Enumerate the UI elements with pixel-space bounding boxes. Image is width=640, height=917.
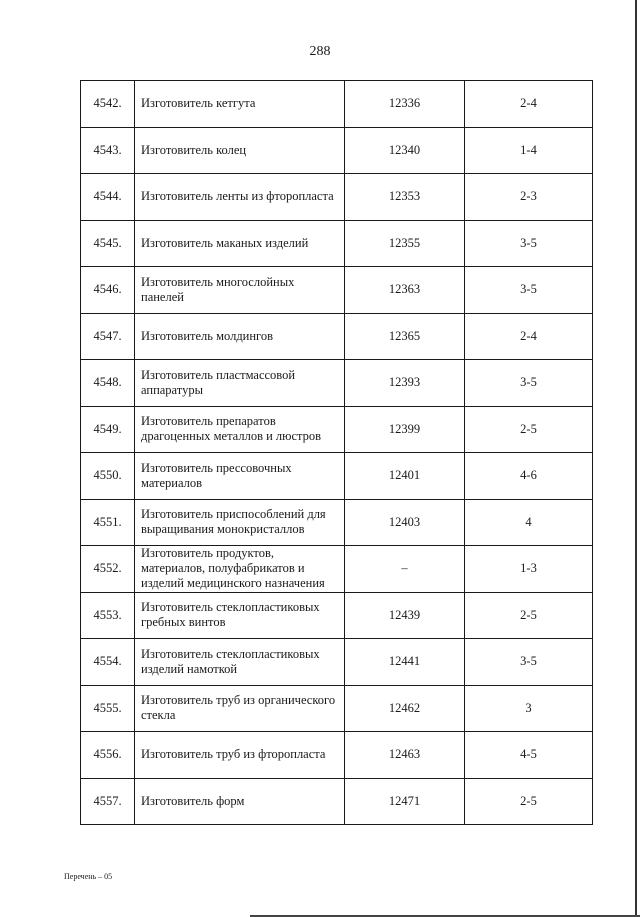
- row-number-cell: 4551.: [81, 499, 135, 546]
- profession-table: [80, 80, 593, 825]
- scan-edge-right: [635, 0, 637, 917]
- profession-code-cell: 12353: [345, 174, 465, 221]
- profession-code-cell: 12399: [345, 406, 465, 453]
- row-number-cell: 4546.: [81, 267, 135, 314]
- row-number-cell: 4545.: [81, 220, 135, 267]
- profession-code-cell: 12363: [345, 267, 465, 314]
- row-number-cell: 4552.: [81, 546, 135, 593]
- category-range-cell: 3: [465, 685, 593, 732]
- profession-name-cell: Изготовитель прессовочных материалов: [135, 453, 345, 500]
- profession-code-cell: 12355: [345, 220, 465, 267]
- category-range-cell: 3-5: [465, 639, 593, 686]
- profession-name-cell: Изготовитель ленты из фторопласта: [135, 174, 345, 221]
- row-number-cell: 4544.: [81, 174, 135, 221]
- profession-code-cell: 12340: [345, 127, 465, 174]
- row-number-cell: 4556.: [81, 732, 135, 779]
- table-body: [81, 81, 593, 825]
- profession-name-cell: Изготовитель форм: [135, 778, 345, 825]
- profession-name-cell: Изготовитель маканых изделий: [135, 220, 345, 267]
- profession-code-cell: 12393: [345, 360, 465, 407]
- category-range-cell: 2-5: [465, 778, 593, 825]
- profession-name-cell: Изготовитель молдингов: [135, 313, 345, 360]
- category-range-cell: 2-3: [465, 174, 593, 221]
- profession-code-cell: 12401: [345, 453, 465, 500]
- table-row: [81, 313, 593, 360]
- profession-name-cell: Изготовитель пластмассовой аппаратуры: [135, 360, 345, 407]
- page-number: 288: [309, 44, 331, 59]
- table-row: [81, 639, 593, 686]
- profession-code-cell: –: [345, 546, 465, 593]
- category-range-cell: 2-4: [465, 313, 593, 360]
- table-row: [81, 592, 593, 639]
- table-row: [81, 360, 593, 407]
- profession-code-cell: 12441: [345, 639, 465, 686]
- profession-name-cell: Изготовитель препаратов драгоценных металлов и люстров: [135, 406, 345, 453]
- profession-name-cell: Изготовитель колец: [135, 127, 345, 174]
- profession-name-cell: Изготовитель труб из органического стекла: [135, 685, 345, 732]
- profession-code-cell: 12439: [345, 592, 465, 639]
- table-row: [81, 499, 593, 546]
- row-number-cell: 4548.: [81, 360, 135, 407]
- category-range-cell: 2-5: [465, 406, 593, 453]
- table-row: [81, 546, 593, 593]
- row-number-cell: 4543.: [81, 127, 135, 174]
- category-range-cell: 4-6: [465, 453, 593, 500]
- category-range-cell: 2-5: [465, 592, 593, 639]
- row-number-cell: 4549.: [81, 406, 135, 453]
- profession-code-cell: 12463: [345, 732, 465, 779]
- profession-name-cell: Изготовитель приспособлений для выращивания монокристаллов: [135, 499, 345, 546]
- profession-code-cell: 12336: [345, 81, 465, 128]
- category-range-cell: 4: [465, 499, 593, 546]
- profession-name-cell: Изготовитель кетгута: [135, 81, 345, 128]
- table-row: [81, 81, 593, 128]
- table-row: [81, 778, 593, 825]
- category-range-cell: 2-4: [465, 81, 593, 128]
- category-range-cell: 3-5: [465, 267, 593, 314]
- category-range-cell: 4-5: [465, 732, 593, 779]
- row-number-cell: 4553.: [81, 592, 135, 639]
- row-number-cell: 4557.: [81, 778, 135, 825]
- table-row: [81, 406, 593, 453]
- row-number-cell: 4542.: [81, 81, 135, 128]
- category-range-cell: 1-3: [465, 546, 593, 593]
- profession-name-cell: Изготовитель стеклопластиковых изделий намоткой: [135, 639, 345, 686]
- row-number-cell: 4555.: [81, 685, 135, 732]
- footer-label: Перечень – 05: [64, 872, 113, 881]
- table-row: [81, 267, 593, 314]
- profession-name-cell: Изготовитель продуктов, материалов, полуфабрикатов и изделий медицинского назначения: [135, 546, 345, 593]
- table-row: [81, 127, 593, 174]
- row-number-cell: 4547.: [81, 313, 135, 360]
- profession-name-cell: Изготовитель труб из фторопласта: [135, 732, 345, 779]
- profession-name-cell: Изготовитель стеклопластиковых гребных винтов: [135, 592, 345, 639]
- row-number-cell: 4554.: [81, 639, 135, 686]
- profession-code-cell: 12462: [345, 685, 465, 732]
- category-range-cell: 3-5: [465, 360, 593, 407]
- profession-code-cell: 12403: [345, 499, 465, 546]
- profession-code-cell: 12365: [345, 313, 465, 360]
- table-row: [81, 174, 593, 221]
- category-range-cell: 1-4: [465, 127, 593, 174]
- table-row: [81, 732, 593, 779]
- table-row: [81, 453, 593, 500]
- profession-code-cell: 12471: [345, 778, 465, 825]
- profession-name-cell: Изготовитель многослойных панелей: [135, 267, 345, 314]
- table-row: [81, 220, 593, 267]
- category-range-cell: 3-5: [465, 220, 593, 267]
- table-row: [81, 685, 593, 732]
- row-number-cell: 4550.: [81, 453, 135, 500]
